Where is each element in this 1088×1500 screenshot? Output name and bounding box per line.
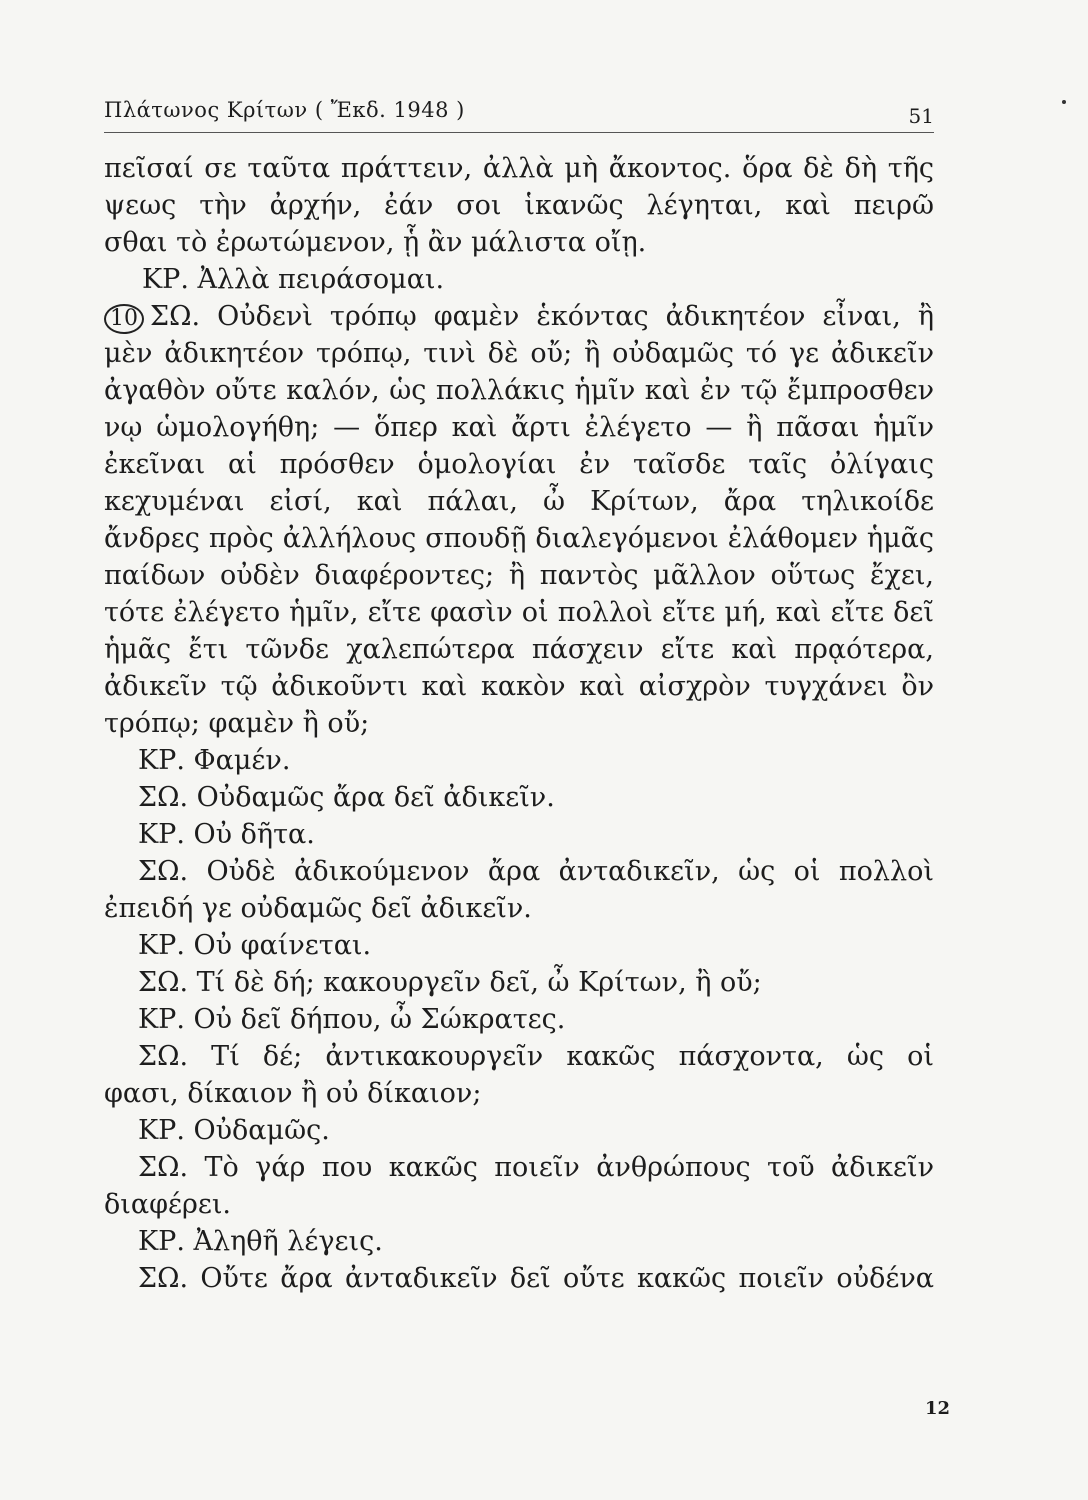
ink-speck xyxy=(1062,100,1066,104)
text-line: ΚΡ. Οὐ δεῖ δήπου, ὦ Σώκρατες. xyxy=(138,1004,566,1035)
text-line: ΣΩ. Τί δὲ δή; κακουργεῖν δεῖ, ὦ Κρίτων, ἢ οὔ; xyxy=(138,967,762,998)
text-line: ΣΩ. Τί δέ; ἀντικακουργεῖν κακῶς πάσχοντα, ὡς οἱ xyxy=(138,1041,934,1072)
body-text xyxy=(104,150,934,1297)
text-line: ΚΡ. Οὐ δῆτα. xyxy=(138,819,315,850)
text-line: ἡμᾶς ἔτι τῶνδε χαλεπώτερα πάσχειν εἴτε καὶ πρᾳότερα, xyxy=(104,634,934,665)
text-line: ΣΩ. Οὐδαμῶς ἄρα δεῖ ἀδικεῖν. xyxy=(138,782,555,813)
text-line: μὲν ἀδικητέον τρόπῳ, τινὶ δὲ οὔ; ἢ οὐδαμῶς τό γε ἀδικεῖν xyxy=(104,338,934,369)
text-line: νῳ ὡμολογήθη; — ὅπερ καὶ ἄρτι ἐλέγετο — ἢ πᾶσαι ἡμῖν xyxy=(104,412,934,443)
text-line: ἄνδρες πρὸς ἀλλήλους σπουδῇ διαλεγόμενοι ἐλάθομεν ἡμᾶς xyxy=(104,523,934,554)
text-line: ΣΩ. Οὔτε ἄρα ἀνταδικεῖν δεῖ οὔτε κακῶς ποιεῖν οὐδένα xyxy=(138,1263,934,1294)
text-line: ΚΡ. Οὐ φαίνεται. xyxy=(138,930,372,961)
text-line: σθαι τὸ ἐρωτώμενον, ᾗ ἂν μάλιστα οἴῃ. xyxy=(104,227,647,258)
header-title: Πλάτωνος Κρίτων ( Ἔκδ. 1948 ) xyxy=(104,98,465,122)
text-line: τότε ἐλέγετο ἡμῖν, εἴτε φασὶν οἱ πολλοὶ εἴτε μή, καὶ εἴτε δεῖ xyxy=(104,597,934,628)
text-line: ΣΩ. Οὐδὲ ἀδικούμενον ἄρα ἀνταδικεῖν, ὡς οἱ πολλοὶ xyxy=(138,856,934,887)
running-header xyxy=(104,92,934,133)
text-line: φασι, δίκαιον ἢ οὐ δίκαιον; xyxy=(104,1078,482,1109)
page-number: 51 xyxy=(908,104,934,128)
text-line: παίδων οὐδὲν διαφέροντες; ἢ παντὸς μᾶλλον οὕτως ἔχει, xyxy=(104,560,934,591)
text-line: ΣΩ. Τὸ γάρ που κακῶς ποιεῖν ἀνθρώπους τοῦ ἀδικεῖν xyxy=(138,1152,934,1183)
text-line: διαφέρει. xyxy=(104,1189,231,1220)
text-line: ἀδικεῖν τῷ ἀδικοῦντι καὶ κακὸν καὶ αἰσχρὸν τυγχάνει ὂν xyxy=(104,671,934,702)
text-line xyxy=(104,298,934,335)
text-line: ἐπειδή γε οὐδαμῶς δεῖ ἀδικεῖν. xyxy=(104,893,532,924)
text-line: ψεως τὴν ἀρχήν, ἐάν σοι ἱκανῶς λέγηται, καὶ πειρῶ xyxy=(104,190,934,221)
text-line: ΚΡ. Ἀλλὰ πειράσομαι. xyxy=(142,264,445,295)
text-line: ΚΡ. Οὐδαμῶς. xyxy=(138,1115,330,1146)
text-line-content: ΣΩ. Οὐδενὶ τρόπῳ φαμὲν ἑκόντας ἀδικητέον εἶναι, ἢ xyxy=(150,301,934,332)
text-line: ἀγαθὸν οὔτε καλόν, ὡς πολλάκις ἡμῖν καὶ ἐν τῷ ἔμπροσθεν xyxy=(104,375,934,406)
text-line: ΚΡ. Ἀληθῆ λέγεις. xyxy=(138,1226,383,1257)
text-line: ἐκεῖναι αἱ πρόσθεν ὁμολογίαι ἐν ταῖσδε ταῖς ὀλίγαις xyxy=(104,449,934,480)
text-line: ΚΡ. Φαμέν. xyxy=(138,745,291,776)
text-line: τρόπῳ; φαμὲν ἢ οὔ; xyxy=(104,708,370,739)
text-line: κεχυμέναι εἰσί, καὶ πάλαι, ὦ Κρίτων, ἄρα τηλικοίδε xyxy=(104,486,934,517)
signature-mark: 12 xyxy=(924,1398,950,1419)
text-line: πεῖσαί σε ταῦτα πράττειν, ἀλλὰ μὴ ἄκοντος. ὅρα δὲ δὴ τῆς xyxy=(104,153,934,184)
section-marker: 10 xyxy=(104,304,144,334)
